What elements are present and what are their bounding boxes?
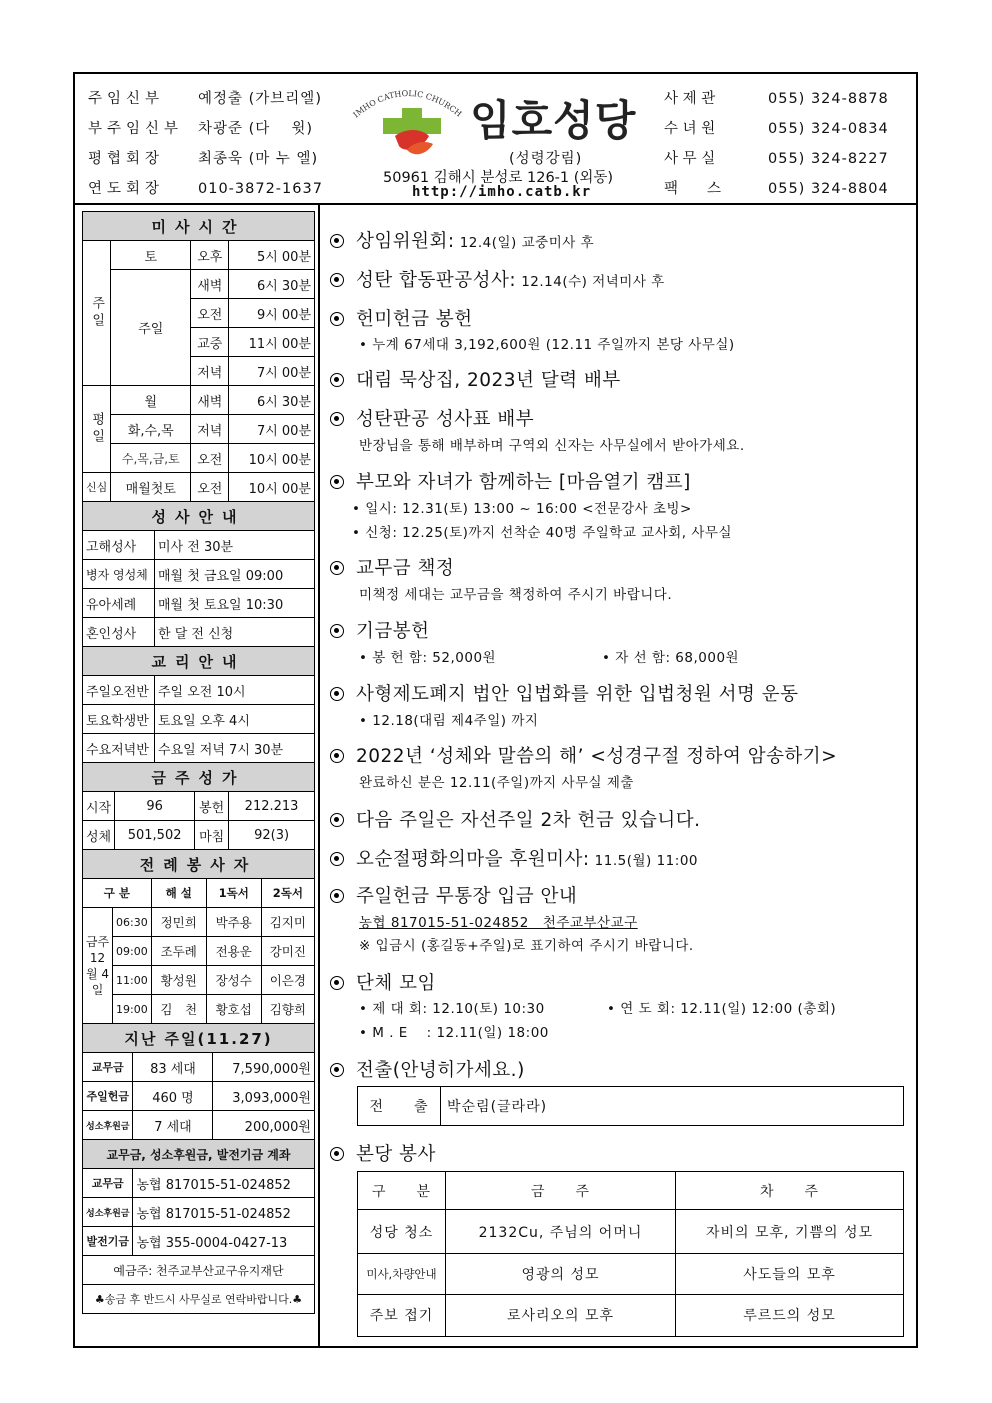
hymn-value: 96: [115, 792, 195, 821]
header-pastor: 주임신부 예정출 (가브리엘): [88, 91, 322, 107]
sacrament-label: 유아세례: [83, 589, 155, 618]
notice-line: • 신청: 12.25(토)까지 선착순 40명 주일학교 교사회, 사무실: [352, 521, 732, 541]
mass-period: 저녁: [191, 357, 229, 386]
mass-time: 7시 00분: [229, 415, 315, 444]
service-label: 성당 청소: [358, 1210, 446, 1254]
header-convent-phone: 수 녀 원 055) 324-0834: [664, 121, 889, 137]
account-label: 교무금: [83, 1169, 133, 1198]
notice-title: 사형제도폐지 법안 입법화를 위한 입법청원 서명 운동: [356, 684, 799, 705]
service-next-week: 사도들의 모후: [676, 1254, 904, 1294]
notice-detail: 12.14(수) 저녁미사 후: [521, 274, 665, 290]
notice-title: 상임위원회:: [356, 231, 455, 252]
bullet-icon: [330, 813, 344, 827]
bullet-icon: [330, 475, 344, 489]
left-column: [82, 211, 315, 1314]
mass-time: 10시 00분: [229, 473, 315, 502]
account-holder: 예금주: 천주교부산교구유지재단: [83, 1256, 315, 1285]
account-note: ♣송금 후 반드시 사무실로 연락바랍니다.♣: [83, 1285, 315, 1314]
bullet-icon: [330, 889, 344, 903]
notice-title: 오순절평화의마을 후원미사:: [356, 849, 590, 870]
notice-12: [330, 845, 698, 871]
servers-header: 2독서: [261, 879, 314, 908]
catechism-table: [82, 646, 315, 763]
server-time: 09:00: [113, 937, 152, 966]
notice-title: 주일헌금 무통장 입금 안내: [356, 886, 578, 907]
account-number: 농협 355-0004-0427-13: [133, 1227, 315, 1256]
notice-10: [330, 742, 837, 768]
notice-detail: 12.4(일) 교중미사 후: [459, 235, 595, 251]
bullet-icon: [330, 234, 344, 248]
mass-time: 10시 00분: [229, 444, 315, 473]
transfer-name: 박순림(글라라): [441, 1087, 904, 1126]
service-this-week: 2132Cu, 주님의 어머니: [446, 1210, 676, 1254]
last-week-label: 주일헌금: [83, 1082, 133, 1111]
hymn-value: 212.213: [229, 792, 315, 821]
mass-period: 저녁: [191, 415, 229, 444]
bullet-icon: [330, 373, 344, 387]
notice-line: • 제 대 회: 12.10(토) 10:30: [359, 997, 545, 1017]
catechism-label: 주일오전반: [83, 676, 155, 705]
church-subtitle: (성령강림): [509, 151, 583, 167]
notice-3: [330, 305, 473, 331]
servers-title: 전례봉사자: [83, 850, 315, 879]
service-header: 금 주: [446, 1172, 676, 1210]
hymn-value: 501,502: [115, 821, 195, 850]
accounts-table: [82, 1139, 315, 1314]
notice-1: [330, 227, 594, 253]
last-week-title: 지난 주일(11.27): [83, 1024, 315, 1053]
mass-time: 5시 00분: [229, 241, 315, 270]
catechism-value: 토요일 오후 4시: [155, 705, 315, 734]
bullet-icon: [330, 1147, 344, 1161]
hymn-value: 92(3): [229, 821, 315, 850]
weekday-label: 평일: [83, 386, 111, 473]
hymn-label: 성체: [83, 821, 115, 850]
server-name: 이은경: [261, 966, 314, 995]
catechism-value: 주일 오전 10시: [155, 676, 315, 705]
account-label: 발전기금: [83, 1227, 133, 1256]
header-prayer-leader: 연도회장 010-3872-1637: [88, 181, 323, 197]
service-table: [357, 1171, 904, 1337]
servers-table: [82, 849, 315, 1024]
notice-4: [330, 366, 621, 392]
notice-title: 본당 봉사: [356, 1144, 436, 1165]
service-this-week: 영광의 성모: [446, 1254, 676, 1294]
sacraments-table: [82, 501, 315, 647]
notice-line: • M . E : 12.11(일) 18:00: [359, 1021, 549, 1041]
church-name: 임호성당: [470, 96, 637, 145]
account-number: 농협 817015-51-024852: [133, 1169, 315, 1198]
transfer-table: [357, 1086, 904, 1126]
transfer-label: 전 출: [358, 1087, 441, 1126]
notice-16: [330, 1140, 436, 1166]
notice-5: [330, 405, 534, 431]
bullet-icon: [330, 312, 344, 326]
mass-period: 오후: [191, 241, 229, 270]
notice-14: [330, 969, 436, 995]
last-week-count: 83 세대: [133, 1053, 213, 1082]
mass-time: 6시 30분: [229, 270, 315, 299]
notice-7: [330, 554, 454, 580]
notice-line: 반장님을 통해 배부하며 구역외 신자는 사무실에서 받아가세요.: [359, 438, 745, 454]
mass-time: 9시 00분: [229, 299, 315, 328]
last-week-label: 성소후원금: [83, 1111, 133, 1140]
notice-2: [330, 266, 665, 292]
bullet-icon: [330, 976, 344, 990]
mass-time: 6시 30분: [229, 386, 315, 415]
catechism-label: 수요저녁반: [83, 734, 155, 763]
header-assistant-pastor: 부주임신부 차광준 (다 윗): [88, 121, 314, 137]
service-header: 구 분: [358, 1172, 446, 1210]
church-url[interactable]: http://imho.catb.kr: [412, 184, 592, 200]
notice-title: 기금봉헌: [356, 621, 430, 642]
notice-8: [330, 617, 429, 643]
account-label: 성소후원금: [83, 1198, 133, 1227]
mass-period: 오전: [191, 473, 229, 502]
last-week-table: [82, 1023, 315, 1140]
hymn-label: 마침: [195, 821, 229, 850]
last-week-label: 교무금: [83, 1053, 133, 1082]
notice-line: • 12.18(대림 제4주일) 까지: [359, 709, 538, 729]
server-name: 박주용: [206, 908, 261, 937]
sacrament-value: 한 달 전 신청: [155, 618, 315, 647]
notice-title: 헌미헌금 봉헌: [356, 309, 473, 330]
mass-time: 11시 00분: [229, 328, 315, 357]
server-time: 11:00: [113, 966, 152, 995]
last-week-amount: 3,093,000원: [213, 1082, 315, 1111]
sacrament-value: 미사 전 30분: [155, 531, 315, 560]
catechism-label: 토요학생반: [83, 705, 155, 734]
church-logo-icon: [377, 106, 447, 158]
hymns-title: 금주성가: [83, 763, 315, 792]
notice-title: 성탄 합동판공성사:: [356, 270, 517, 291]
servers-header: 구 분: [83, 879, 152, 908]
sacraments-title: 성사안내: [83, 502, 315, 531]
mass-time: 7시 00분: [229, 357, 315, 386]
notice-line: • 봉 헌 함: 52,000원: [359, 646, 496, 666]
sacrament-label: 고해성사: [83, 531, 155, 560]
notice-title: 대림 묵상집, 2023년 달력 배부: [356, 370, 621, 391]
mass-day: 주일: [111, 270, 191, 386]
header-council-president: 평협회장 최종욱 (마 누 엘): [88, 151, 319, 167]
bullet-icon: [330, 561, 344, 575]
bullet-icon: [330, 624, 344, 638]
notice-line: 완료하신 분은 12.11(주일)까지 사무실 제출: [359, 775, 634, 791]
server-name: 강미진: [261, 937, 314, 966]
notice-11: [330, 806, 701, 832]
server-name: 장성수: [206, 966, 261, 995]
bullet-icon: [330, 412, 344, 426]
bullet-icon: [330, 852, 344, 866]
server-name: 황호섭: [206, 995, 261, 1024]
mass-times-title: 미사시간: [83, 212, 315, 241]
catechism-title: 교리안내: [83, 647, 315, 676]
bank-account-line: 농협 817015-51-024852 천주교부산교구: [359, 915, 638, 931]
server-name: 김지미: [261, 908, 314, 937]
service-header: 차 주: [676, 1172, 904, 1210]
header-office-phone: 사 무 실 055) 324-8227: [664, 151, 889, 167]
notice-title: 전출(안녕히가세요.): [356, 1060, 525, 1081]
notice-6: [330, 468, 691, 494]
mass-day: 토: [111, 241, 191, 270]
sacrament-label: 병자 영성체: [83, 560, 155, 589]
sinsim-label: 신심: [83, 473, 111, 502]
header-rectory-phone: 사 제 관 055) 324-8878: [664, 91, 889, 107]
bullet-icon: [330, 687, 344, 701]
service-next-week: 루르드의 성모: [676, 1294, 904, 1336]
mass-period: 오전: [191, 299, 229, 328]
sunday-label: 주일: [83, 241, 111, 386]
sacrament-value: 매월 첫 금요일 09:00: [155, 560, 315, 589]
column-divider: [318, 205, 320, 1348]
mass-period: 오전: [191, 444, 229, 473]
mass-day: 화,수,목: [111, 415, 191, 444]
server-time: 19:00: [113, 995, 152, 1024]
bullet-icon: [330, 1063, 344, 1077]
notice-title: 2022년 ‘성체와 말씀의 해’ <성경구절 정하여 암송하기>: [356, 746, 838, 767]
arc-text: IMHO CATHOLIC CHURCH: [351, 88, 464, 120]
servers-header: 해 설: [151, 879, 206, 908]
server-name: 김 천: [151, 995, 206, 1024]
hymn-label: 봉헌: [195, 792, 229, 821]
mass-times-table: [82, 211, 315, 502]
mass-day: 월: [111, 386, 191, 415]
notice-line: ※ 입금시 (홍길동+주일)로 표기하여 주시기 바랍니다.: [359, 938, 694, 954]
bullet-icon: [330, 273, 344, 287]
accounts-title: 교무금, 성소후원금, 발전기금 계좌: [83, 1140, 315, 1169]
church-address: 50961 김해시 분성로 126-1 (외동): [383, 170, 614, 186]
service-label: 주보 접기: [358, 1294, 446, 1336]
server-name: 김향희: [261, 995, 314, 1024]
server-name: 조두례: [151, 937, 206, 966]
notice-detail: 11.5(월) 11:00: [594, 853, 699, 869]
mass-day: 수,목,금,토: [111, 444, 191, 473]
account-number: 농협 817015-51-024852: [133, 1198, 315, 1227]
sacrament-label: 혼인성사: [83, 618, 155, 647]
notice-line: • 연 도 회: 12.11(일) 12:00 (총회): [607, 997, 836, 1017]
header-divider: [73, 203, 918, 205]
service-label: 미사,차량안내: [358, 1254, 446, 1294]
notice-title: 다음 주일은 자선주일 2차 헌금 있습니다.: [356, 810, 701, 831]
server-time: 06:30: [113, 908, 152, 937]
header-fax: 팩 스 055) 324-8804: [664, 181, 889, 197]
notice-title: 단체 모임: [356, 973, 436, 994]
notice-line: • 자 선 함: 68,000원: [602, 646, 739, 666]
server-name: 황성원: [151, 966, 206, 995]
notice-title: 부모와 자녀가 함께하는 [마음열기 캠프]: [356, 472, 691, 493]
mass-period: 교중: [191, 328, 229, 357]
catechism-value: 수요일 저녁 7시 30분: [155, 734, 315, 763]
servers-date: 금주 12월 4일: [83, 908, 113, 1024]
notice-line: • 누계 67세대 3,192,600원 (12.11 주일까지 본당 사무실): [359, 333, 735, 353]
mass-period: 새벽: [191, 386, 229, 415]
notice-title: 교무금 책정: [356, 558, 455, 579]
notice-line: 미책정 세대는 교무금을 책정하여 주시기 바랍니다.: [359, 587, 673, 603]
server-name: 전용운: [206, 937, 261, 966]
hymns-table: [82, 762, 315, 850]
notice-title: 성탄판공 성사표 배부: [356, 409, 535, 430]
notice-13: [330, 882, 577, 908]
servers-header: 1독서: [206, 879, 261, 908]
notice-15: [330, 1056, 525, 1082]
sacrament-value: 매월 첫 토요일 10:30: [155, 589, 315, 618]
last-week-count: 460 명: [133, 1082, 213, 1111]
last-week-count: 7 세대: [133, 1111, 213, 1140]
last-week-amount: 7,590,000원: [213, 1053, 315, 1082]
hymn-label: 시작: [83, 792, 115, 821]
last-week-amount: 200,000원: [213, 1111, 315, 1140]
notice-9: [330, 680, 798, 706]
service-this-week: 로사리오의 모후: [446, 1294, 676, 1336]
server-name: 정민희: [151, 908, 206, 937]
mass-period: 새벽: [191, 270, 229, 299]
notice-line: • 일시: 12.31(토) 13:00 ~ 16:00 <전문강사 초빙>: [352, 497, 692, 517]
service-next-week: 자비의 모후, 기쁨의 성모: [676, 1210, 904, 1254]
bullet-icon: [330, 749, 344, 763]
mass-day: 매월첫토: [111, 473, 191, 502]
